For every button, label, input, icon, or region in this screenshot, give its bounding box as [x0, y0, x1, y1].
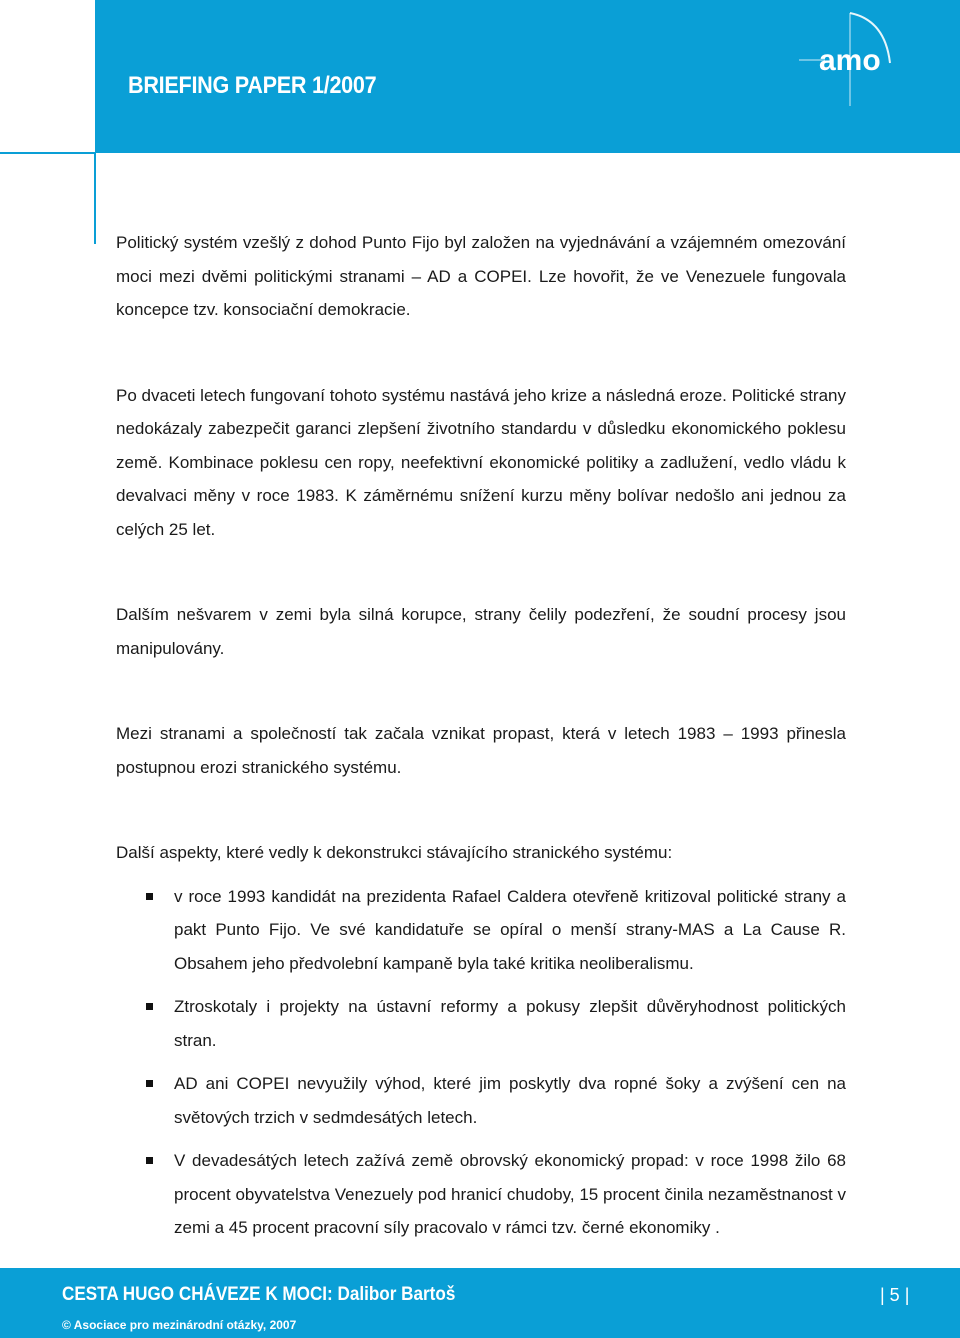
page-number: | 5 |: [880, 1285, 910, 1305]
header-vertical-line: [94, 152, 96, 244]
footer-copyright: © Asociace pro mezinárodní otázky, 2007: [62, 1318, 297, 1332]
amo-logo: [795, 8, 905, 108]
bullet-square-icon: [146, 893, 153, 900]
list-item: [116, 1144, 846, 1245]
aspects-list: [116, 880, 846, 1245]
logo-text: amo: [819, 44, 881, 77]
document-body: [116, 226, 846, 1255]
list-item: [116, 1067, 846, 1134]
paragraph-5-intro: Další aspekty, které vedly k dekonstrukci stávajícího stranického systému:: [116, 843, 673, 862]
paragraph-3: Dalším nešvarem v zemi byla silná korupce, strany čelily podezření, že soudní procesy jsou manipulovány.: [116, 605, 846, 658]
list-item: [116, 990, 846, 1057]
bullet-square-icon: [146, 1003, 153, 1010]
document-title: BRIEFING PAPER 1/2007: [128, 72, 377, 99]
paragraph-2: Po dvaceti letech fungovaní tohoto systému nastává jeho krize a následná eroze. Politické strany nedokázaly zabezpečit garanci zlepšení životního standardu v důsledku ekonomického poklesu země. Kombinace poklesu cen ropy, neefektivní ekonomické politiky a zadlužení, vedlo vládu k devalvaci měny v roce 1983. K záměrnému snížení kurzu měny bolívar nedošlo ani jednou za celých 25 let.: [116, 385, 846, 539]
list-item-text: V devadesátých letech zažívá země obrovský ekonomický propad: v roce 1998 žilo 68 procent obyvatelstva Venezuely pod hranicí chudoby, 15 procent činila nezaměstnanost v zemi a 45 procent pracovní síly pracovalo v rámci tzv. černé ekonomiky .: [174, 1151, 846, 1237]
list-item: [116, 880, 846, 981]
bullet-square-icon: [146, 1080, 153, 1087]
paragraph-4: Mezi stranami a společností tak začala vznikat propast, která v letech 1983 – 1993 přinesla postupnou erozi stranického systému.: [116, 724, 846, 777]
footer-title: CESTA HUGO CHÁVEZE K MOCI: Dalibor Bartoš: [62, 1284, 456, 1305]
bullet-square-icon: [146, 1157, 153, 1164]
paragraph-1: Politický systém vzešlý z dohod Punto Fijo byl založen na vyjednávání a vzájemném omezování moci mezi dvěmi politickými stranami – AD a COPEI. Lze hovořit, že ve Venezuele fungovala koncepce tzv. konsociační demokracie.: [116, 233, 846, 319]
list-item-text: v roce 1993 kandidát na prezidenta Rafael Caldera otevřeně kritizoval politické strany a pakt Punto Fijo. Ve své kandidatuře se opíral o menší strany-MAS a La Cause R. Obsahem jeho předvolební kampaně byla také kritika neoliberalismu.: [174, 886, 846, 973]
list-item-text: Ztroskotaly i projekty na ústavní reformy a pokusy zlepšit důvěryhodnost politických stran.: [174, 997, 846, 1050]
list-item-text: AD ani COPEI nevyužily výhod, které jim poskytly dva ropné šoky a zvýšení cen na světových trzich v sedmdesátých letech.: [174, 1074, 846, 1127]
header-divider-line: [0, 152, 96, 154]
